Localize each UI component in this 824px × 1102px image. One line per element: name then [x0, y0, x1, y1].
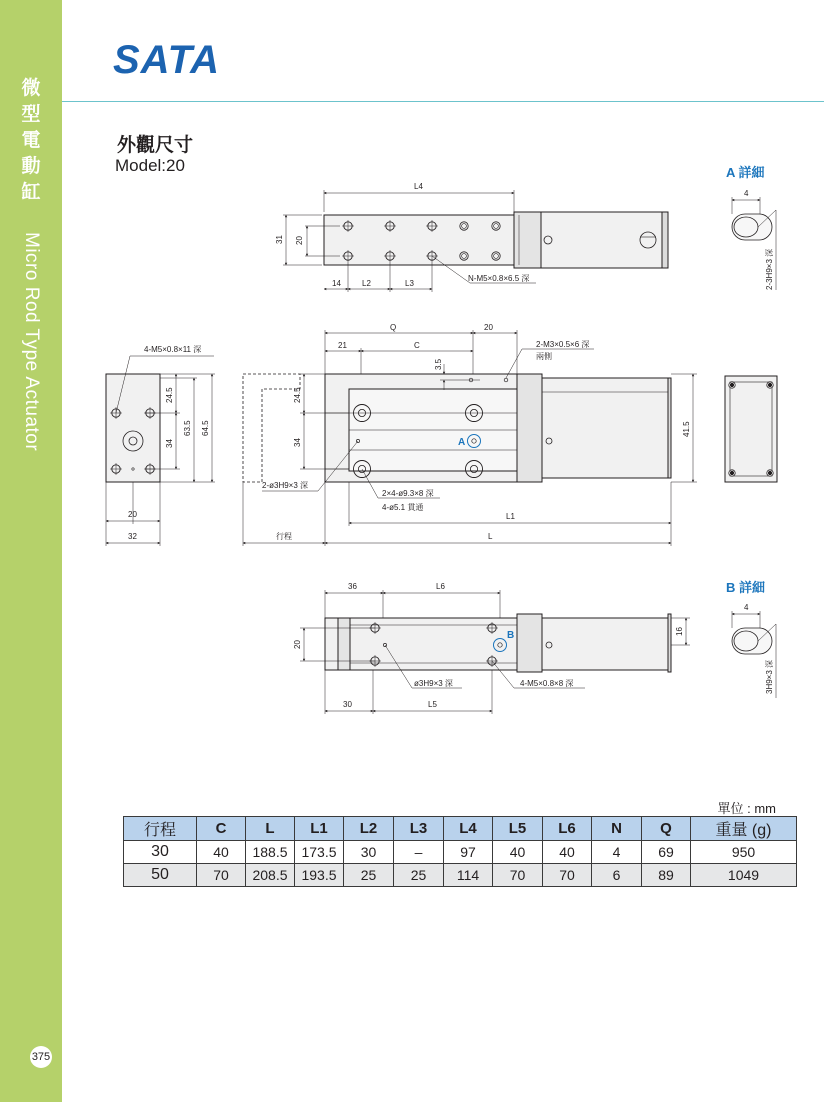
dim-label: 31 [275, 235, 284, 244]
note-label: ø3H9×3 深 [414, 679, 453, 688]
note-label: 兩側 [536, 352, 552, 361]
table-cell: 25 [394, 864, 444, 887]
column-header: L5 [493, 817, 543, 841]
dim-label: 41.5 [682, 421, 691, 437]
column-header: Q [642, 817, 691, 841]
column-header: L1 [295, 817, 344, 841]
side-view [243, 330, 697, 546]
table-cell: 173.5 [295, 841, 344, 864]
sidebar-char: 型 [21, 104, 41, 125]
dim-label: L3 [405, 279, 414, 288]
dim-label: Q [390, 323, 397, 332]
bottom-view [300, 590, 690, 714]
table-cell: 114 [444, 864, 493, 887]
dim-label: 21 [338, 341, 347, 350]
detail-a-title: A 詳細 [726, 165, 765, 180]
table-cell: 70 [493, 864, 543, 887]
table-cell: 6 [592, 864, 642, 887]
table-cell: 50 [124, 864, 197, 887]
table-cell: – [394, 841, 444, 864]
dim-label: 24.5 [293, 387, 302, 403]
column-header: L3 [394, 817, 444, 841]
dim-label: C [414, 341, 420, 350]
dim-label: L6 [436, 582, 445, 591]
table-cell: 193.5 [295, 864, 344, 887]
table-cell: 97 [444, 841, 493, 864]
note-label: 4-ø5.1 貫通 [382, 503, 424, 512]
dim-label: 34 [165, 439, 174, 448]
dim-label: 16 [675, 627, 684, 636]
note-label: N-M5×0.8×6.5 深 [468, 274, 530, 283]
sidebar-char: 微 [21, 78, 41, 99]
dim-label: 14 [332, 279, 341, 288]
dim-label: 32 [128, 532, 137, 541]
page-title: 外觀尺寸 [117, 134, 194, 156]
note-label: 2-ø3H9×3 深 [262, 481, 309, 490]
table-cell: 950 [691, 841, 797, 864]
table-cell: 69 [642, 841, 691, 864]
unit-label: 單位 : mm [717, 801, 776, 816]
table-cell: 70 [197, 864, 246, 887]
table-cell: 208.5 [246, 864, 295, 887]
marker-a: A [458, 437, 466, 448]
column-header: C [197, 817, 246, 841]
table-cell: 188.5 [246, 841, 295, 864]
dim-label: 64.5 [201, 420, 210, 436]
column-header: L2 [344, 817, 394, 841]
dim-label: 34 [293, 438, 302, 447]
table-cell: 40 [493, 841, 543, 864]
dim-label: 20 [293, 640, 302, 649]
table-cell: 1049 [691, 864, 797, 887]
right-end-view [725, 376, 777, 482]
column-header: 行程 [124, 817, 197, 841]
dim-label: L [488, 532, 493, 541]
dim-label: 20 [295, 236, 304, 245]
table-row [124, 841, 797, 864]
end-view [106, 356, 215, 546]
table-cell: 30 [344, 841, 394, 864]
dim-label: 30 [343, 700, 352, 709]
table-cell: 89 [642, 864, 691, 887]
dim-label: L4 [414, 182, 423, 191]
table-cell: 40 [543, 841, 592, 864]
dim-label: 2-3H9×3 深 [765, 248, 774, 290]
dim-label: 24.5 [165, 387, 174, 403]
dim-label: 36 [348, 582, 357, 591]
dim-label: 20 [128, 510, 137, 519]
dim-label: 3H9×3 深 [765, 659, 774, 694]
table-header-row [124, 817, 797, 841]
column-header: N [592, 817, 642, 841]
dim-label: 3.5 [434, 358, 443, 370]
note-label: 2-M3×0.5×6 深 [536, 340, 590, 349]
dim-label: 63.5 [183, 420, 192, 436]
page-number: 375 [30, 1046, 52, 1068]
table-cell: 70 [543, 864, 592, 887]
table-row [124, 864, 797, 887]
marker-b: B [507, 630, 515, 641]
dim-label: 行程 [276, 532, 292, 541]
dim-label: 4 [744, 603, 749, 612]
note-label: 4-M5×0.8×8 深 [520, 679, 574, 688]
sidebar-char: 電 [21, 130, 41, 151]
dim-label: 20 [484, 323, 493, 332]
spec-table [123, 816, 797, 887]
sata-logo: SATA [113, 38, 220, 82]
table-cell: 25 [344, 864, 394, 887]
column-header: 重量 (g) [691, 817, 797, 841]
column-header: L6 [543, 817, 592, 841]
dim-label: 4 [744, 189, 749, 198]
table-cell: 40 [197, 841, 246, 864]
sidebar-title-en: Micro Rod Type Actuator [21, 232, 42, 452]
column-header: L [246, 817, 295, 841]
dim-label: L5 [428, 700, 437, 709]
dim-label: L2 [362, 279, 371, 288]
table-cell: 4 [592, 841, 642, 864]
dim-label: L1 [506, 512, 515, 521]
model-label: Model:20 [115, 156, 185, 175]
table-cell: 30 [124, 841, 197, 864]
note-label: 4-M5×0.8×11 深 [144, 345, 202, 354]
sidebar-char: 缸 [21, 182, 41, 203]
sidebar-char: 動 [21, 156, 41, 177]
detail-b-title: B 詳細 [726, 580, 766, 595]
column-header: L4 [444, 817, 493, 841]
note-label: 2×4-ø9.3×8 深 [382, 489, 434, 498]
